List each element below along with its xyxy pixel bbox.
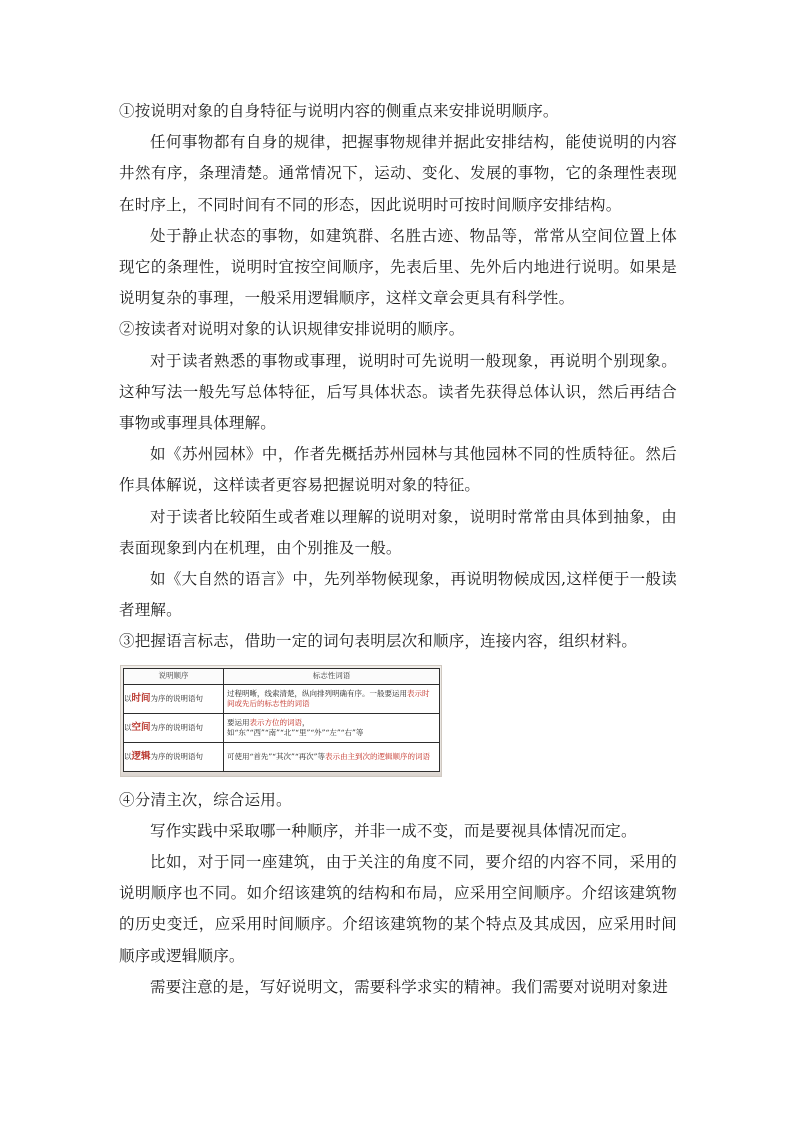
paragraph-familiar-objects: 对于读者熟悉的事物或事理，说明时可先说明一般现象，再说明个别现象。这种写法一般先写总体特征，后写具体状态。读者先获得总体认识，然后再结合事物或事理具体理解。 — [119, 351, 677, 433]
table-header-markers: 标志性词语 — [224, 668, 440, 684]
paragraph-scientific-spirit: 需要注意的是，写好说明文，需要科学求实的精神。我们需要对说明对象进 — [150, 977, 669, 996]
marker-table-image — [120, 665, 442, 777]
order-key-time: 时间 — [131, 692, 151, 704]
desc-cell-logic — [224, 742, 440, 771]
table-row — [124, 684, 440, 713]
order-prefix: 以 — [124, 722, 132, 732]
desc-highlight: 表示方位的词语 — [249, 717, 302, 727]
desc-highlight: 表示时间或先后的标志性的词语 — [227, 688, 430, 708]
paragraph-unfamiliar-objects: 对于读者比较陌生或者难以理解的说明对象，说明时常常由具体到抽象，由表面现象到内在机理，由个别推及一般。 — [119, 507, 677, 557]
desc-plain: 可使用“首先”“其次”“再次”等 — [227, 751, 326, 761]
desc-plain: 过程明晰，线索清楚，纵向排列明确有序。一般要运用 — [227, 688, 407, 698]
desc-tail: ，如“东”“西”“南”“北”“里”“外”“左”“右”等 — [227, 717, 364, 737]
desc-highlight: 表示由主到次的逻辑顺序的词语 — [325, 751, 431, 761]
table-header-order: 说明顺序 — [124, 668, 224, 684]
order-cell-space — [124, 713, 224, 742]
order-cell-time — [124, 684, 224, 713]
table-header-row — [124, 668, 440, 684]
order-key-space: 空间 — [131, 721, 151, 733]
paragraph-time-order: 任何事物都有自身的规律，把握事物规律并据此安排结构，能使说明的内容井然有序，条理清楚。通常情况下，运动、变化、发展的事物，它的条理性表现在时序上，不同时间有不同的形态，因此说明时可按时间顺序安排结构。 — [119, 133, 677, 214]
marker-words-table — [123, 668, 440, 772]
desc-plain: 要运用 — [227, 717, 250, 727]
section-4-heading: ④分清主次，综合运用。 — [119, 790, 292, 809]
table-row — [124, 713, 440, 742]
order-cell-logic — [124, 742, 224, 771]
paragraph-space-logic-order: 处于静止状态的事物，如建筑群、名胜古迹、物品等，常常从空间位置上体现它的条理性，说明时宜按空间顺序，先表后里、先外后内地进行说明。如果是说明复杂的事理，一般采用逻辑顺序，这样文章会更具有科学性。 — [119, 226, 677, 308]
desc-cell-space — [224, 713, 440, 742]
section-2-heading: ②按读者对说明对象的认识规律安排说明的顺序。 — [119, 320, 465, 339]
paragraph-nature-language-example: 如《大自然的语言》中，先列举物候现象，再说明物候成因,这样便于一般读者理解。 — [119, 570, 677, 620]
order-suffix: 为序的说明语句 — [150, 751, 204, 761]
table-image-shadow — [121, 770, 441, 776]
document-page — [119, 96, 677, 1003]
order-suffix: 为序的说明语句 — [150, 693, 204, 703]
order-prefix: 以 — [124, 751, 132, 761]
paragraph-suzhou-garden-example: 如《苏州园林》中，作者先概括苏州园林与其他园林不同的性质特征。然后作具体解说，这样读者更容易把握说明对象的特征。 — [119, 445, 677, 495]
order-suffix: 为序的说明语句 — [150, 722, 204, 732]
desc-cell-time — [224, 684, 440, 713]
paragraph-building-example: 比如，对于同一座建筑，由于关注的角度不同，要介绍的内容不同，采用的说明顺序也不同。如介绍该建筑的结构和布局，应采用空间顺序。介绍该建筑物的历史变迁，应采用时间顺序。介绍该建筑物的某个特点及其成因，应采用时间顺序或逻辑顺序。 — [119, 853, 677, 965]
paragraph-flexible-order: 写作实践中采取哪一种顺序，并非一成不变，而是要视具体情况而定。 — [150, 821, 637, 840]
order-key-logic: 逻辑 — [131, 750, 151, 762]
table-row — [124, 742, 440, 771]
section-3-heading: ③把握语言标志，借助一定的词句表明层次和顺序，连接内容，组织材料。 — [119, 632, 638, 651]
section-1-heading: ①按说明对象的自身特征与说明内容的侧重点来安排说明顺序。 — [119, 102, 559, 120]
order-prefix: 以 — [124, 693, 132, 703]
